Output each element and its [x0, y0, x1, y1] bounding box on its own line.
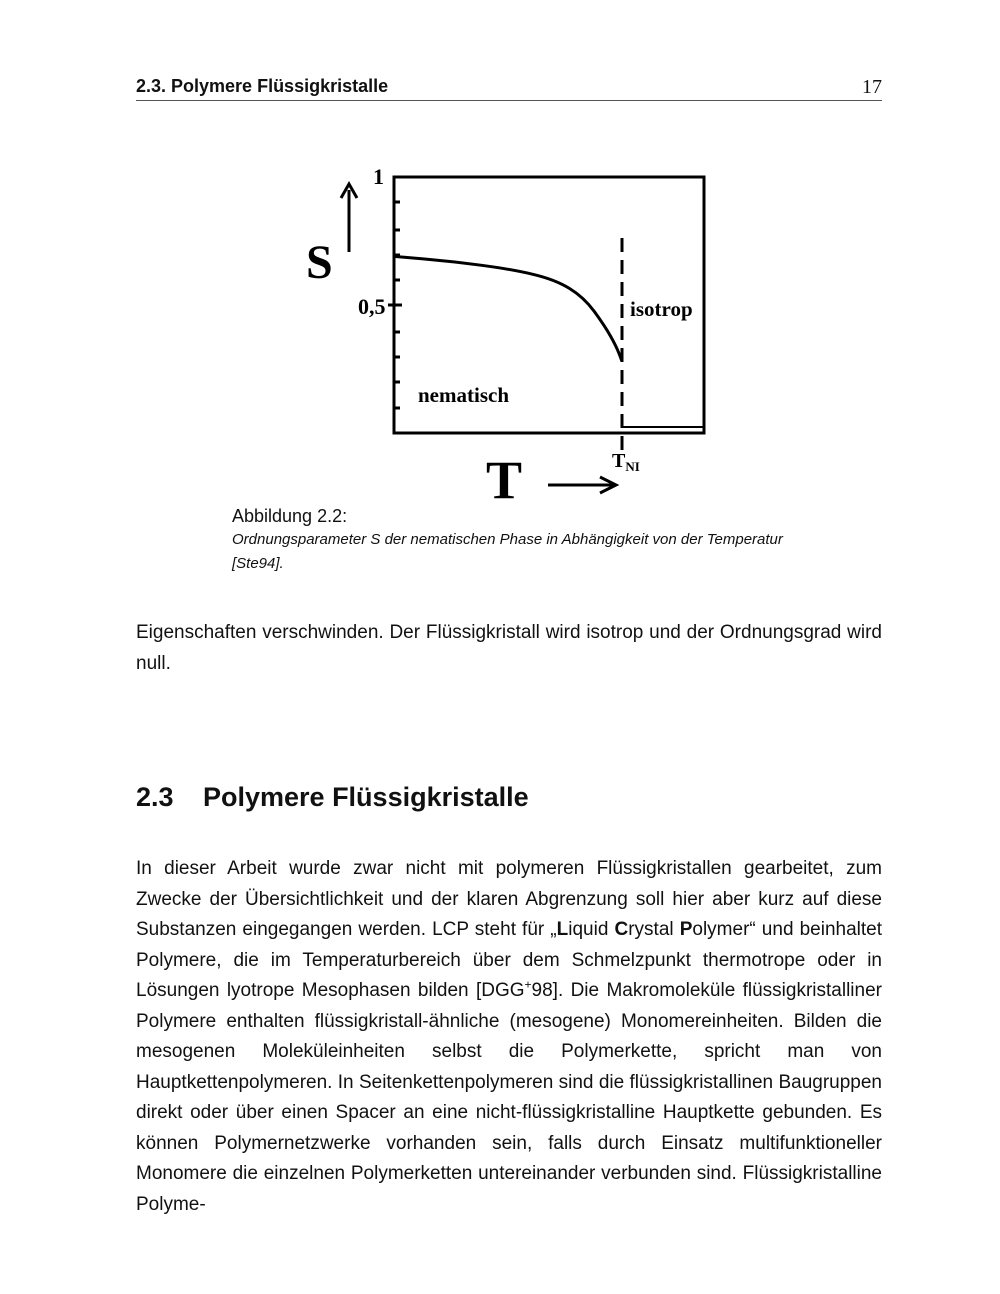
- para-text: iquid: [568, 919, 615, 940]
- transition-label-main: T: [612, 450, 626, 472]
- x-axis-symbol: T: [486, 450, 523, 510]
- caption-label: Abbildung 2.2:: [232, 506, 348, 526]
- section-title: Polymere Flüssigkristalle: [203, 782, 529, 812]
- figure-order-parameter: [296, 160, 716, 510]
- page-number: 17: [862, 76, 882, 98]
- para-text: In dieser Arbeit wurde zwar nicht mit polymeren Flüssigkristallen gearbeitet, zum Zwecke der Übersichtlichkeit und der klaren Abgrenzung soll hier aber kurz auf diese Substanzen eingegangen werden. LCP steht für „: [136, 858, 882, 940]
- region-label-isotropic: isotrop: [630, 297, 693, 321]
- figure-caption: [232, 504, 792, 576]
- transition-label: [612, 450, 640, 474]
- paragraph-lcp: [136, 854, 882, 1220]
- bold-initial-L: L: [556, 919, 569, 940]
- header-section-title: 2.3. Polymere Flüssigkristalle: [136, 76, 389, 96]
- section-number: 2.3: [136, 782, 174, 812]
- bold-initial-C: C: [614, 919, 629, 940]
- paragraph-continuation: Eigenschaften verschwinden. Der Flüssigkristall wird isotrop und der Ordnungsgrad wird null.: [136, 622, 882, 674]
- para-text: rystal: [628, 919, 680, 940]
- caption-text: Ordnungsparameter S der nematischen Phase in Abhängigkeit von der Temperatur [Ste94].: [232, 531, 783, 572]
- section-heading: [136, 782, 529, 813]
- region-label-nematic: nematisch: [418, 383, 509, 407]
- running-header: [136, 74, 882, 101]
- y-axis-symbol: S: [306, 236, 333, 289]
- transition-label-sub: NI: [625, 459, 640, 474]
- bold-initial-P: P: [679, 919, 693, 940]
- y-tick-label-mid: 0,5: [358, 294, 386, 319]
- y-tick-label-top: 1: [373, 164, 384, 189]
- citation-superscript: +: [524, 977, 532, 992]
- para-text: olymer“ und beinhaltet Polymere, die im Temperaturbereich über dem Schmelzpunkt thermotrope oder in Lösungen lyotrope Mesophasen bilden [DGG: [136, 919, 882, 1001]
- order-parameter-plot: [296, 160, 716, 510]
- order-parameter-curve: [394, 256, 622, 361]
- para-text: 98]. Die Makromoleküle flüssigkristalliner Polymere enthalten flüssigkristall-ähnliche (mesogene) Monomereinheiten. Bilden die mesogenen Moleküleinheiten selbst die Polymerkette, spricht man von Hauptkettenpolymeren. In Seitenkettenpolymeren sind die flüssigkristallinen Baugruppen direkt oder über einen Spacer an eine nicht-flüssigkristalline Hauptkette gebunden. Es können Polymernetzwerke vorhanden sein, falls durch Einsatz multifunktioneller Monomere die einzelnen Polymerketten untereinander verbunden sind. Flüssigkristalline Polyme-: [136, 980, 882, 1215]
